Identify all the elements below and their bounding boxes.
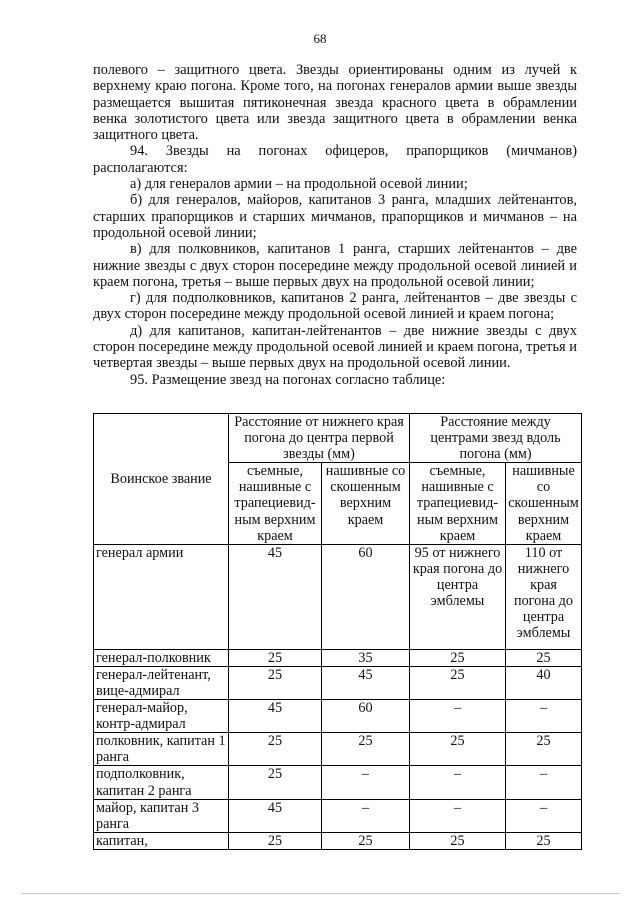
cell-value: – [506,799,582,832]
paragraph-continuation: полевого – защитного цвета. Звезды ориентированы одним из лучей к верхнему краю погона. Кроме того, на погонах генералов армии выше звезды размещается вышитая пятиконечная звезда красного цвета в обрамлении венка золотистого цвета или звезда защитного цвета в обрамлении венка защитного цвета. [93,62,577,144]
cell-value: – [322,766,410,799]
header-rank: Воинское звание [94,414,229,545]
table-row [94,700,582,733]
paragraph-94-g: г) для подполковников, капитанов 2 ранга, лейтенантов – две звезды с двух сторон посередине между продольной осевой линией и краем погона; [93,290,577,323]
cell-value: 45 [229,544,322,649]
cell-rank: полковник, капитан 1 ранга [94,733,229,766]
cell-rank: подполковник, капитан 2 ранга [94,766,229,799]
cell-value: – [410,766,506,799]
paragraph-94-b: б) для генералов, майоров, капитанов 3 ранга, младших лейтенантов, старших прапорщиков и старших мичманов, прапорщиков и мичманов – на продольной осевой линии; [93,192,577,241]
header-distance-between-stars: Расстояние между центрами звезд вдоль погона (мм) [410,414,582,463]
cell-rank: майор, капитан 3 ранга [94,799,229,832]
cell-value: 25 [506,649,582,666]
cell-value: – [506,700,582,733]
cell-value: 25 [410,649,506,666]
cell-value: 45 [229,799,322,832]
cell-rank: генерал армии [94,544,229,649]
paragraph-94-a: а) для генералов армии – на продольной осевой линии; [130,176,468,193]
table-header-row [94,414,582,463]
cell-rank: генерал-лейтенант, вице-адмирал [94,666,229,699]
cell-value: 95 от нижнего края погона до центра эмблемы [410,544,506,649]
table-row [94,832,582,849]
cell-value: 25 [322,733,410,766]
paragraph-94-d: д) для капитанов, капитан-лейтенантов – две нижние звезды с двух сторон посередине между продольной осевой линией и краем погона, третья и четвертая звезды – выше первых двух на продольной осевой линии. [93,322,577,372]
cell-value: 25 [229,666,322,699]
paragraph-95: 95. Размещение звезд на погонах согласно таблице: [130,371,446,388]
cell-value: 110 от нижнего края погона до центра эмблемы [506,544,582,649]
cell-value: 25 [410,733,506,766]
cell-value: 25 [229,649,322,666]
paragraph-94: 94. Звезды на погонах офицеров, прапорщиков (мичманов) располагаются: [93,143,577,176]
cell-value: 25 [229,832,322,849]
cell-value: 45 [322,666,410,699]
cell-value: 40 [506,666,582,699]
cell-rank: генерал-майор, контр-адмирал [94,700,229,733]
star-placement-table [93,413,582,850]
bottom-scan-line [22,893,620,894]
cell-value: 60 [322,700,410,733]
cell-value: 25 [229,766,322,799]
cell-value: 25 [322,832,410,849]
cell-value: – [506,766,582,799]
cell-value: – [410,700,506,733]
table-row [94,649,582,666]
subheader-removable-2: съемные, нашивные с трапециевид-ным верхним краем [410,463,506,544]
subheader-sewn-2: нашивные со скошенным верхним краем [506,463,582,544]
cell-value: – [322,799,410,832]
cell-value: 45 [229,700,322,733]
cell-rank: генерал-полковник [94,649,229,666]
cell-value: 25 [506,733,582,766]
table-row [94,666,582,699]
table-row [94,799,582,832]
cell-value: 60 [322,544,410,649]
paragraph-94-v: в) для полковников, капитанов 1 ранга, старших лейтенантов – две нижние звезды с двух сторон посередине между продольной осевой линией и краем погона, третья – выше первых двух на продольной осевой линии; [93,241,577,290]
cell-value: 25 [229,733,322,766]
subheader-sewn-1: нашивные со скошенным верхним краем [322,463,410,544]
cell-value: 25 [506,832,582,849]
body-text [93,62,577,388]
cell-value: 35 [322,649,410,666]
cell-value: – [410,799,506,832]
header-distance-first-star: Расстояние от нижнего края погона до центра первой звезды (мм) [229,414,410,463]
cell-value: 25 [410,832,506,849]
table-row [94,544,582,649]
page-number: 68 [313,31,327,46]
table-row [94,733,582,766]
cell-rank: капитан, [94,832,229,849]
table-row [94,766,582,799]
subheader-removable-1: съемные, нашивные с трапециевид-ным верхним краем [229,463,322,544]
cell-value: 25 [410,666,506,699]
